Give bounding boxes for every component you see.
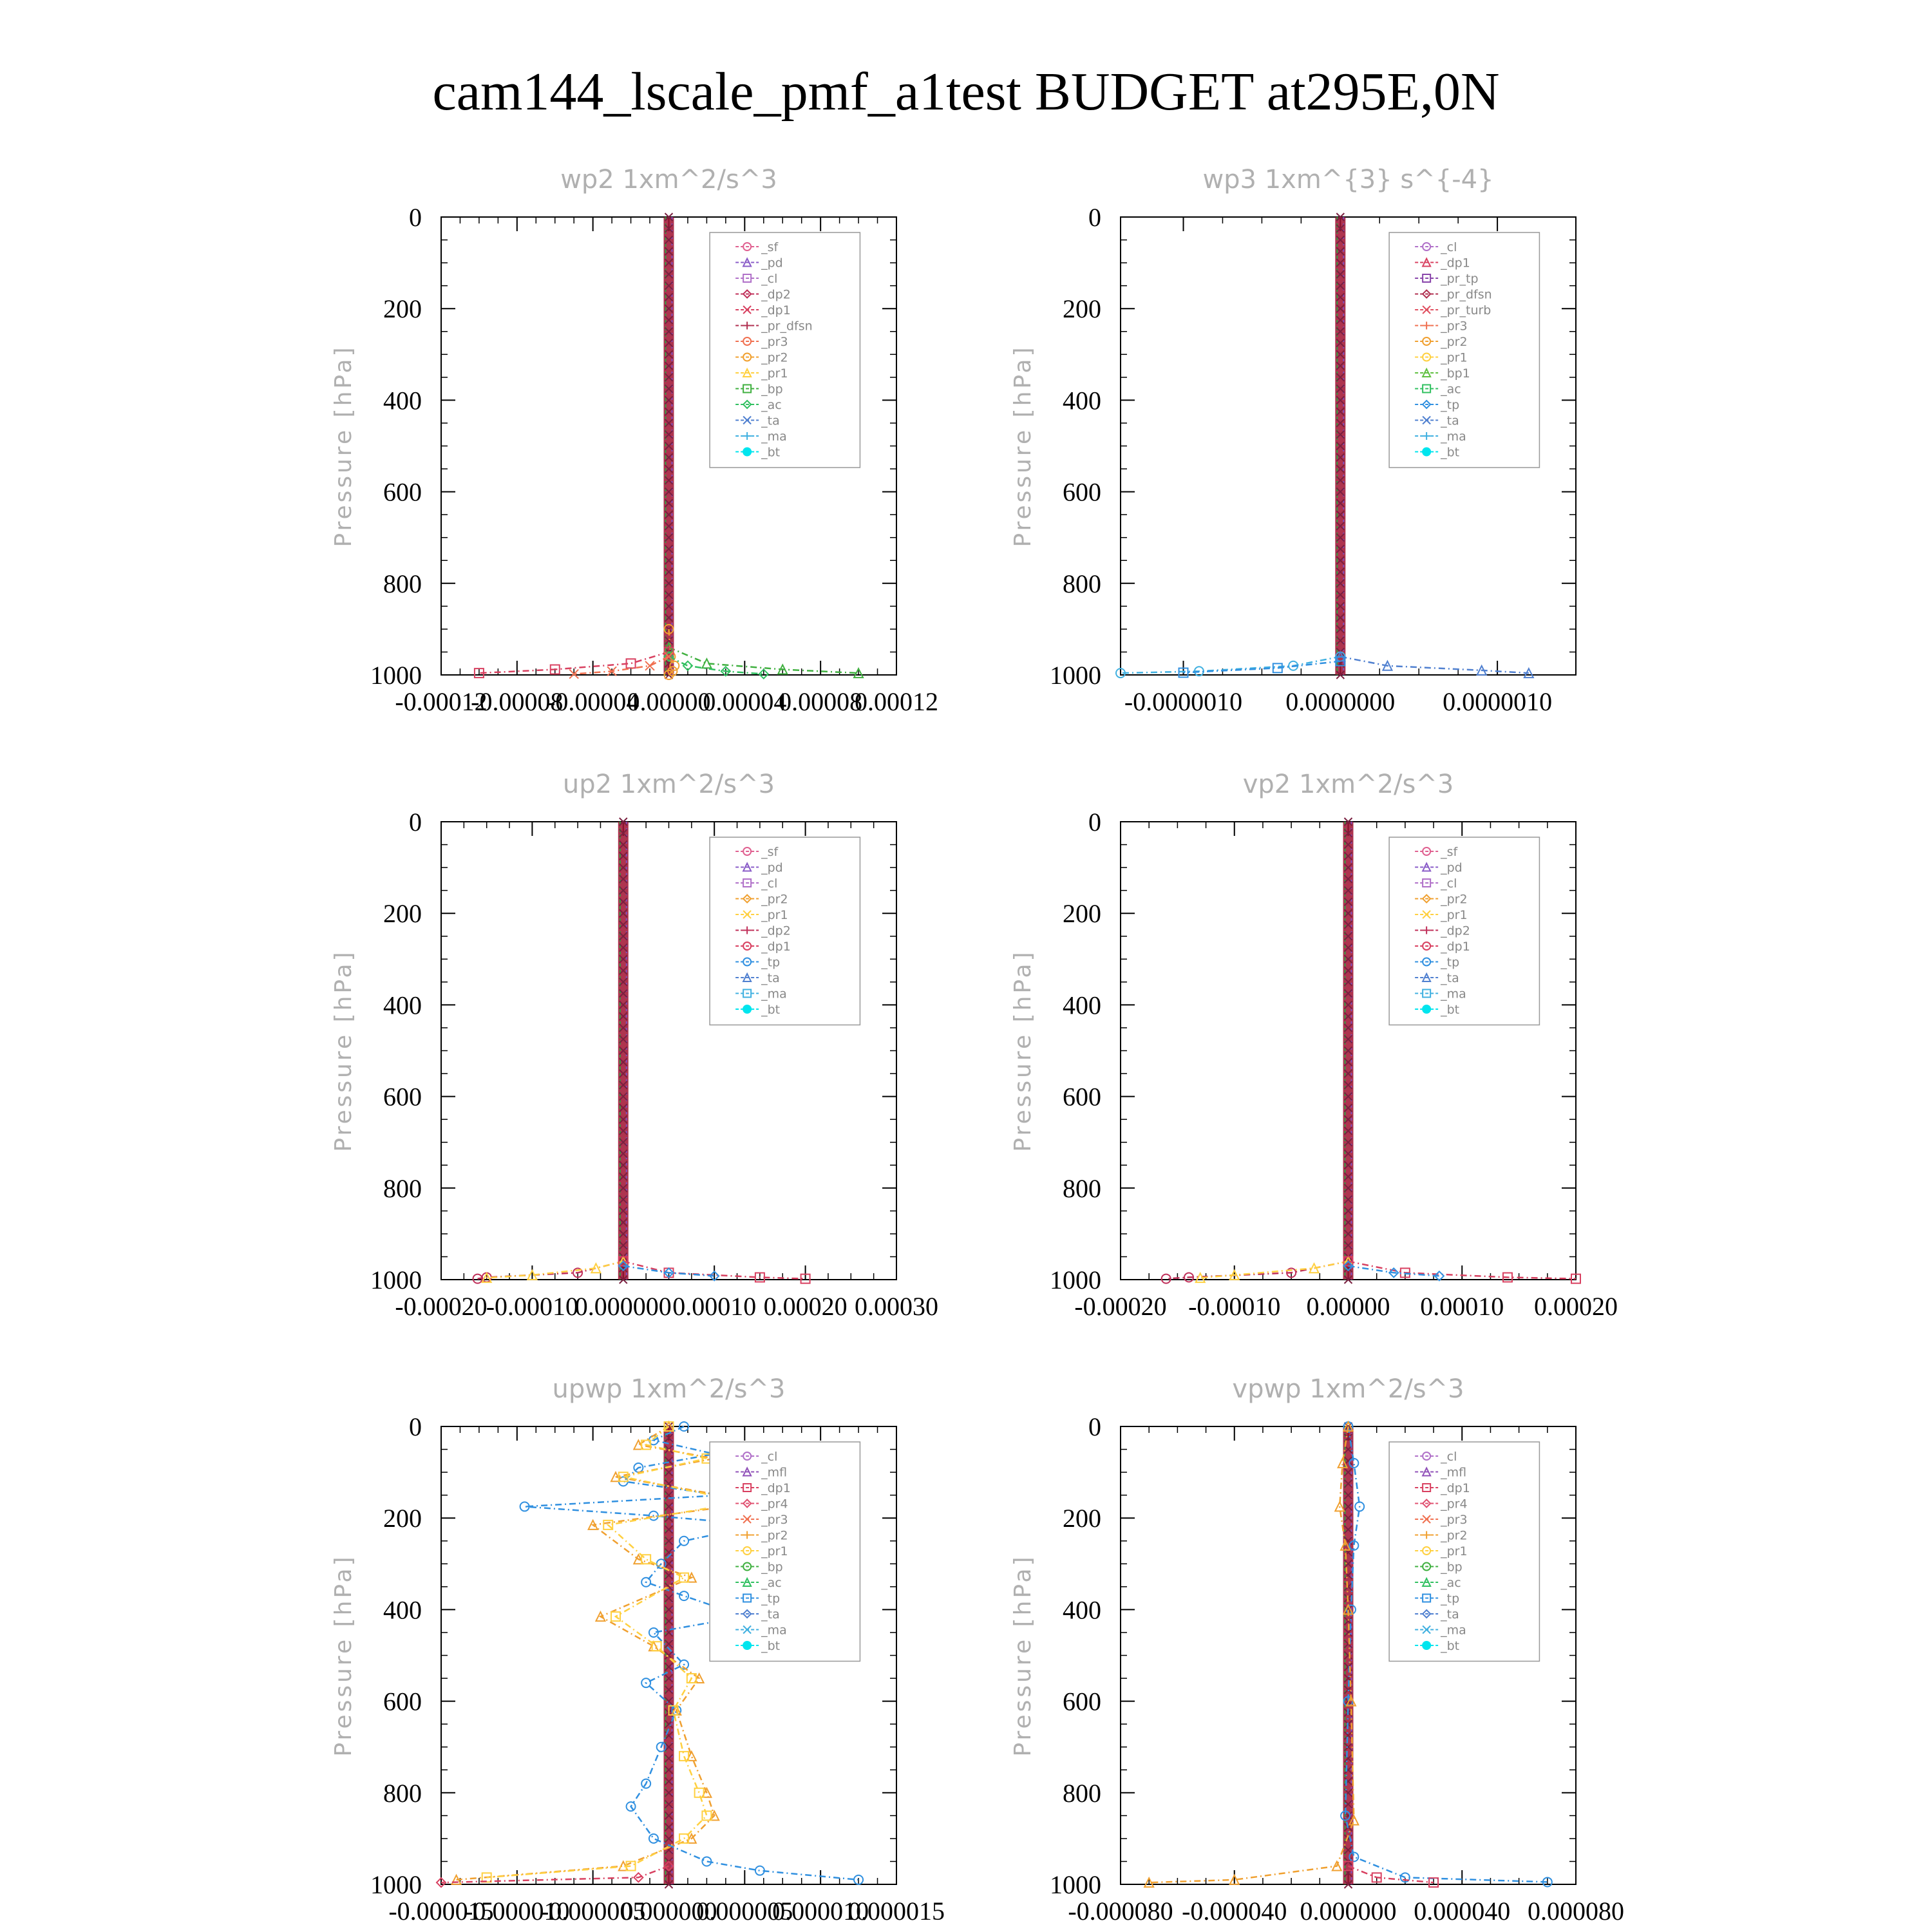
series-line <box>441 1866 669 1883</box>
legend-label: _pr3 <box>761 1513 788 1527</box>
x-tick-label: 0.000000 <box>620 1897 717 1926</box>
legend-marker <box>1422 448 1431 457</box>
x-tick-label: -0.000010 <box>464 1897 570 1926</box>
series-line <box>1349 1866 1434 1883</box>
legend-label: _bt <box>1441 445 1460 460</box>
legend-label: _bp <box>761 382 783 397</box>
series-point <box>649 1834 658 1843</box>
chart-panel <box>330 770 938 1321</box>
series-line <box>1340 657 1529 674</box>
legend-label: _pd <box>1441 860 1463 875</box>
y-tick-label: 800 <box>383 1173 422 1203</box>
y-tick-label: 0 <box>1088 203 1101 232</box>
x-tick-label: 0.00020 <box>763 1292 848 1321</box>
legend-label: _pr_dfsn <box>761 319 813 334</box>
legend-label: _cl <box>761 1450 778 1464</box>
panel-title: wp3 1xm^{3} s^{-4} <box>1202 165 1494 194</box>
legend-label: _pr3 <box>761 335 788 349</box>
legend-label: _bp <box>761 1560 783 1575</box>
legend-marker <box>743 1005 752 1014</box>
chart-panel <box>1010 1374 1624 1926</box>
y-tick-label: 0 <box>1088 808 1101 837</box>
y-tick-label: 0 <box>409 1412 422 1441</box>
figure-title: cam144_lscale_pmf_a1test BUDGET at295E,0N <box>432 62 1500 122</box>
y-tick-label: 1000 <box>370 1265 422 1294</box>
legend-label: _pr3 <box>1441 319 1468 334</box>
y-tick-label: 600 <box>1063 477 1101 507</box>
legend-label: _dp1 <box>761 1481 791 1495</box>
legend-label: _ta <box>761 971 780 985</box>
legend-label: _ma <box>1441 430 1466 444</box>
y-tick-label: 200 <box>1063 899 1101 929</box>
series-line <box>1200 1262 1349 1278</box>
legend-label: _pr_dfsn <box>1441 287 1492 302</box>
x-tick-label: 0.000000 <box>574 1292 672 1321</box>
y-tick-label: 200 <box>383 294 422 324</box>
y-tick-label: 200 <box>383 1504 422 1533</box>
legend-label: _cl <box>1441 240 1457 254</box>
x-tick-label: 0.000040 <box>1414 1897 1511 1926</box>
y-tick-label: 400 <box>1063 990 1101 1020</box>
legend-label: _pd <box>761 860 783 875</box>
y-tick-label: 400 <box>383 990 422 1020</box>
y-tick-label: 200 <box>383 899 422 929</box>
legend-label: _ta <box>1441 1607 1459 1622</box>
x-tick-label: 0.00020 <box>1534 1292 1618 1321</box>
legend-label: _bt <box>761 1639 781 1653</box>
y-tick-label: 1000 <box>1050 661 1101 690</box>
legend-label: _dp1 <box>1441 1481 1470 1495</box>
series-point <box>679 1591 688 1600</box>
x-tick-label: -0.00010 <box>486 1292 579 1321</box>
y-tick-label: 1000 <box>1050 1870 1101 1899</box>
legend-label: _dp2 <box>761 287 791 302</box>
legend-label: _pr1 <box>1441 1544 1468 1558</box>
y-tick-label: 1000 <box>1050 1265 1101 1294</box>
legend-label: _tp <box>1441 398 1460 412</box>
legend-label: _tp <box>1441 1591 1460 1606</box>
y-tick-label: 800 <box>1063 569 1101 598</box>
y-tick-label: 400 <box>383 1595 422 1625</box>
y-axis-label: Pressure [hPa] <box>1010 1554 1036 1757</box>
x-tick-label: -0.00010 <box>1188 1292 1281 1321</box>
series-line <box>1149 1426 1354 1882</box>
y-axis-label: Pressure [hPa] <box>1010 345 1036 547</box>
legend-label: _sf <box>761 845 779 859</box>
x-tick-label: 0.00000 <box>627 687 711 716</box>
x-tick-label: 0.000005 <box>696 1897 793 1926</box>
legend-marker <box>743 1641 752 1650</box>
panel-title: wp2 1xm^2/s^3 <box>560 165 777 194</box>
legend-label: _dp1 <box>1441 256 1470 270</box>
y-tick-label: 400 <box>383 386 422 415</box>
legend-label: _sf <box>1441 845 1458 859</box>
legend-marker <box>1422 1005 1431 1014</box>
legend-label: _sf <box>761 240 779 254</box>
x-tick-label: 0.00012 <box>855 687 938 716</box>
legend-label: _pr3 <box>1441 1513 1468 1527</box>
legend-label: _pr2 <box>1441 892 1468 907</box>
x-tick-label: 0.0000000 <box>1285 687 1396 716</box>
legend-label: _cl <box>1441 876 1457 891</box>
y-tick-label: 800 <box>1063 1778 1101 1808</box>
legend-label: _bp <box>1441 1560 1463 1575</box>
legend-label: _ta <box>761 413 780 428</box>
y-tick-label: 800 <box>383 1778 422 1808</box>
series-line <box>574 657 668 674</box>
x-tick-label: 0.000010 <box>772 1897 869 1926</box>
legend-label: _ac <box>1441 382 1461 397</box>
x-tick-label: 0.00000 <box>1306 1292 1390 1321</box>
legend-label: _pr4 <box>761 1497 788 1511</box>
legend-label: _ac <box>761 1576 782 1590</box>
legend-label: _ma <box>1441 1623 1466 1638</box>
legend-label: _pr2 <box>1441 1528 1468 1543</box>
legend-label: _bt <box>1441 1003 1460 1017</box>
x-tick-label: 0.00010 <box>1420 1292 1504 1321</box>
legend-label: _bt <box>761 445 781 460</box>
y-tick-label: 600 <box>383 1687 422 1716</box>
legend-label: _dp1 <box>761 303 791 317</box>
x-tick-label: -0.00020 <box>1074 1292 1167 1321</box>
legend-label: _dp1 <box>761 940 791 954</box>
x-tick-label: 0.0000010 <box>1443 687 1553 716</box>
legend-label: _ma <box>761 987 787 1001</box>
x-tick-label: 0.00004 <box>703 687 787 716</box>
chart-panel <box>1010 165 1576 716</box>
legend-label: _pr2 <box>761 1528 788 1543</box>
y-axis-label: Pressure [hPa] <box>330 345 357 547</box>
legend-label: _ta <box>761 1607 780 1622</box>
legend-label: _pr1 <box>761 1544 788 1558</box>
legend-marker <box>1422 1641 1431 1650</box>
series-line <box>478 1262 623 1279</box>
x-tick-label: 0.000000 <box>1300 1897 1397 1926</box>
legend-label: _pr1 <box>761 908 788 922</box>
panel-title: vpwp 1xm^2/s^3 <box>1232 1374 1464 1404</box>
y-tick-label: 400 <box>1063 1595 1101 1625</box>
panel-grid <box>330 165 1624 1926</box>
y-tick-label: 600 <box>1063 1687 1101 1716</box>
x-tick-label: -0.0000010 <box>1124 687 1243 716</box>
legend-label: _ac <box>761 398 782 412</box>
y-tick-label: 600 <box>383 1082 422 1112</box>
x-tick-label: 0.000015 <box>848 1897 945 1926</box>
x-tick-label: 0.000080 <box>1528 1897 1624 1926</box>
legend-label: _ma <box>1441 987 1466 1001</box>
y-tick-label: 800 <box>1063 1173 1101 1203</box>
legend-label: _ma <box>761 1623 787 1638</box>
x-tick-label: 0.00008 <box>779 687 863 716</box>
y-axis-label: Pressure [hPa] <box>1010 949 1036 1152</box>
legend-label: _ta <box>1441 413 1459 428</box>
x-tick-label: -0.00008 <box>471 687 564 716</box>
legend-label: _pr2 <box>761 350 788 365</box>
legend-label: _ma <box>761 430 787 444</box>
legend-label: _ta <box>1441 971 1459 985</box>
legend-label: _cl <box>1441 1450 1457 1464</box>
legend-label: _dp2 <box>761 923 791 938</box>
series-line <box>487 1426 745 1877</box>
x-tick-label: -0.000005 <box>540 1897 646 1926</box>
legend-label: _pr4 <box>1441 1497 1468 1511</box>
panel-title: vp2 1xm^2/s^3 <box>1242 770 1454 799</box>
x-tick-label: 0.00030 <box>855 1292 938 1321</box>
x-tick-label: -0.000015 <box>388 1897 494 1926</box>
chart-panel <box>330 1374 945 1926</box>
x-tick-label: -0.000080 <box>1068 1897 1173 1926</box>
y-tick-label: 0 <box>409 203 422 232</box>
legend-label: _ac <box>1441 1576 1461 1590</box>
legend-label: _pr2 <box>761 892 788 907</box>
x-tick-label: -0.00020 <box>395 1292 488 1321</box>
y-tick-label: 0 <box>1088 1412 1101 1441</box>
y-axis-label: Pressure [hPa] <box>330 1554 357 1757</box>
x-tick-label: -0.00004 <box>547 687 639 716</box>
y-tick-label: 1000 <box>370 1870 422 1899</box>
chart-panel <box>330 165 938 716</box>
y-tick-label: 600 <box>383 477 422 507</box>
legend-label: _pr1 <box>761 366 788 381</box>
x-tick-label: 0.00010 <box>672 1292 757 1321</box>
legend-label: _cl <box>761 272 778 286</box>
panel-title: upwp 1xm^2/s^3 <box>552 1374 786 1404</box>
legend-label: _mfl <box>761 1465 788 1480</box>
legend-label: _bt <box>1441 1639 1460 1653</box>
y-axis-label: Pressure [hPa] <box>330 949 357 1152</box>
legend-label: _dp1 <box>1441 940 1470 954</box>
legend-label: _tp <box>761 955 781 970</box>
legend-label: _pr_tp <box>1441 272 1479 286</box>
y-tick-label: 200 <box>1063 294 1101 324</box>
y-tick-label: 1000 <box>370 661 422 690</box>
legend-label: _dp2 <box>1441 923 1470 938</box>
legend-label: _mfl <box>1441 1465 1467 1480</box>
y-tick-label: 800 <box>383 569 422 598</box>
y-tick-label: 400 <box>1063 386 1101 415</box>
y-tick-label: 600 <box>1063 1082 1101 1112</box>
legend-label: _bt <box>761 1003 781 1017</box>
panel-title: up2 1xm^2/s^3 <box>562 770 775 799</box>
legend-label: _pr1 <box>1441 908 1468 922</box>
chart-panel <box>1010 770 1618 1321</box>
x-tick-label: -0.00012 <box>395 687 488 716</box>
legend-label: _cl <box>761 876 778 891</box>
legend-label: _tp <box>1441 955 1460 970</box>
y-tick-label: 200 <box>1063 1504 1101 1533</box>
legend-label: _pr2 <box>1441 335 1468 349</box>
x-tick-label: -0.000040 <box>1182 1897 1287 1926</box>
legend-label: _pr_turb <box>1441 303 1492 317</box>
legend-marker <box>743 448 752 457</box>
legend-label: _tp <box>761 1591 781 1606</box>
legend-label: _pr1 <box>1441 350 1468 365</box>
y-tick-label: 0 <box>409 808 422 837</box>
legend-label: _bp1 <box>1441 366 1470 381</box>
legend-label: _pd <box>761 256 783 270</box>
